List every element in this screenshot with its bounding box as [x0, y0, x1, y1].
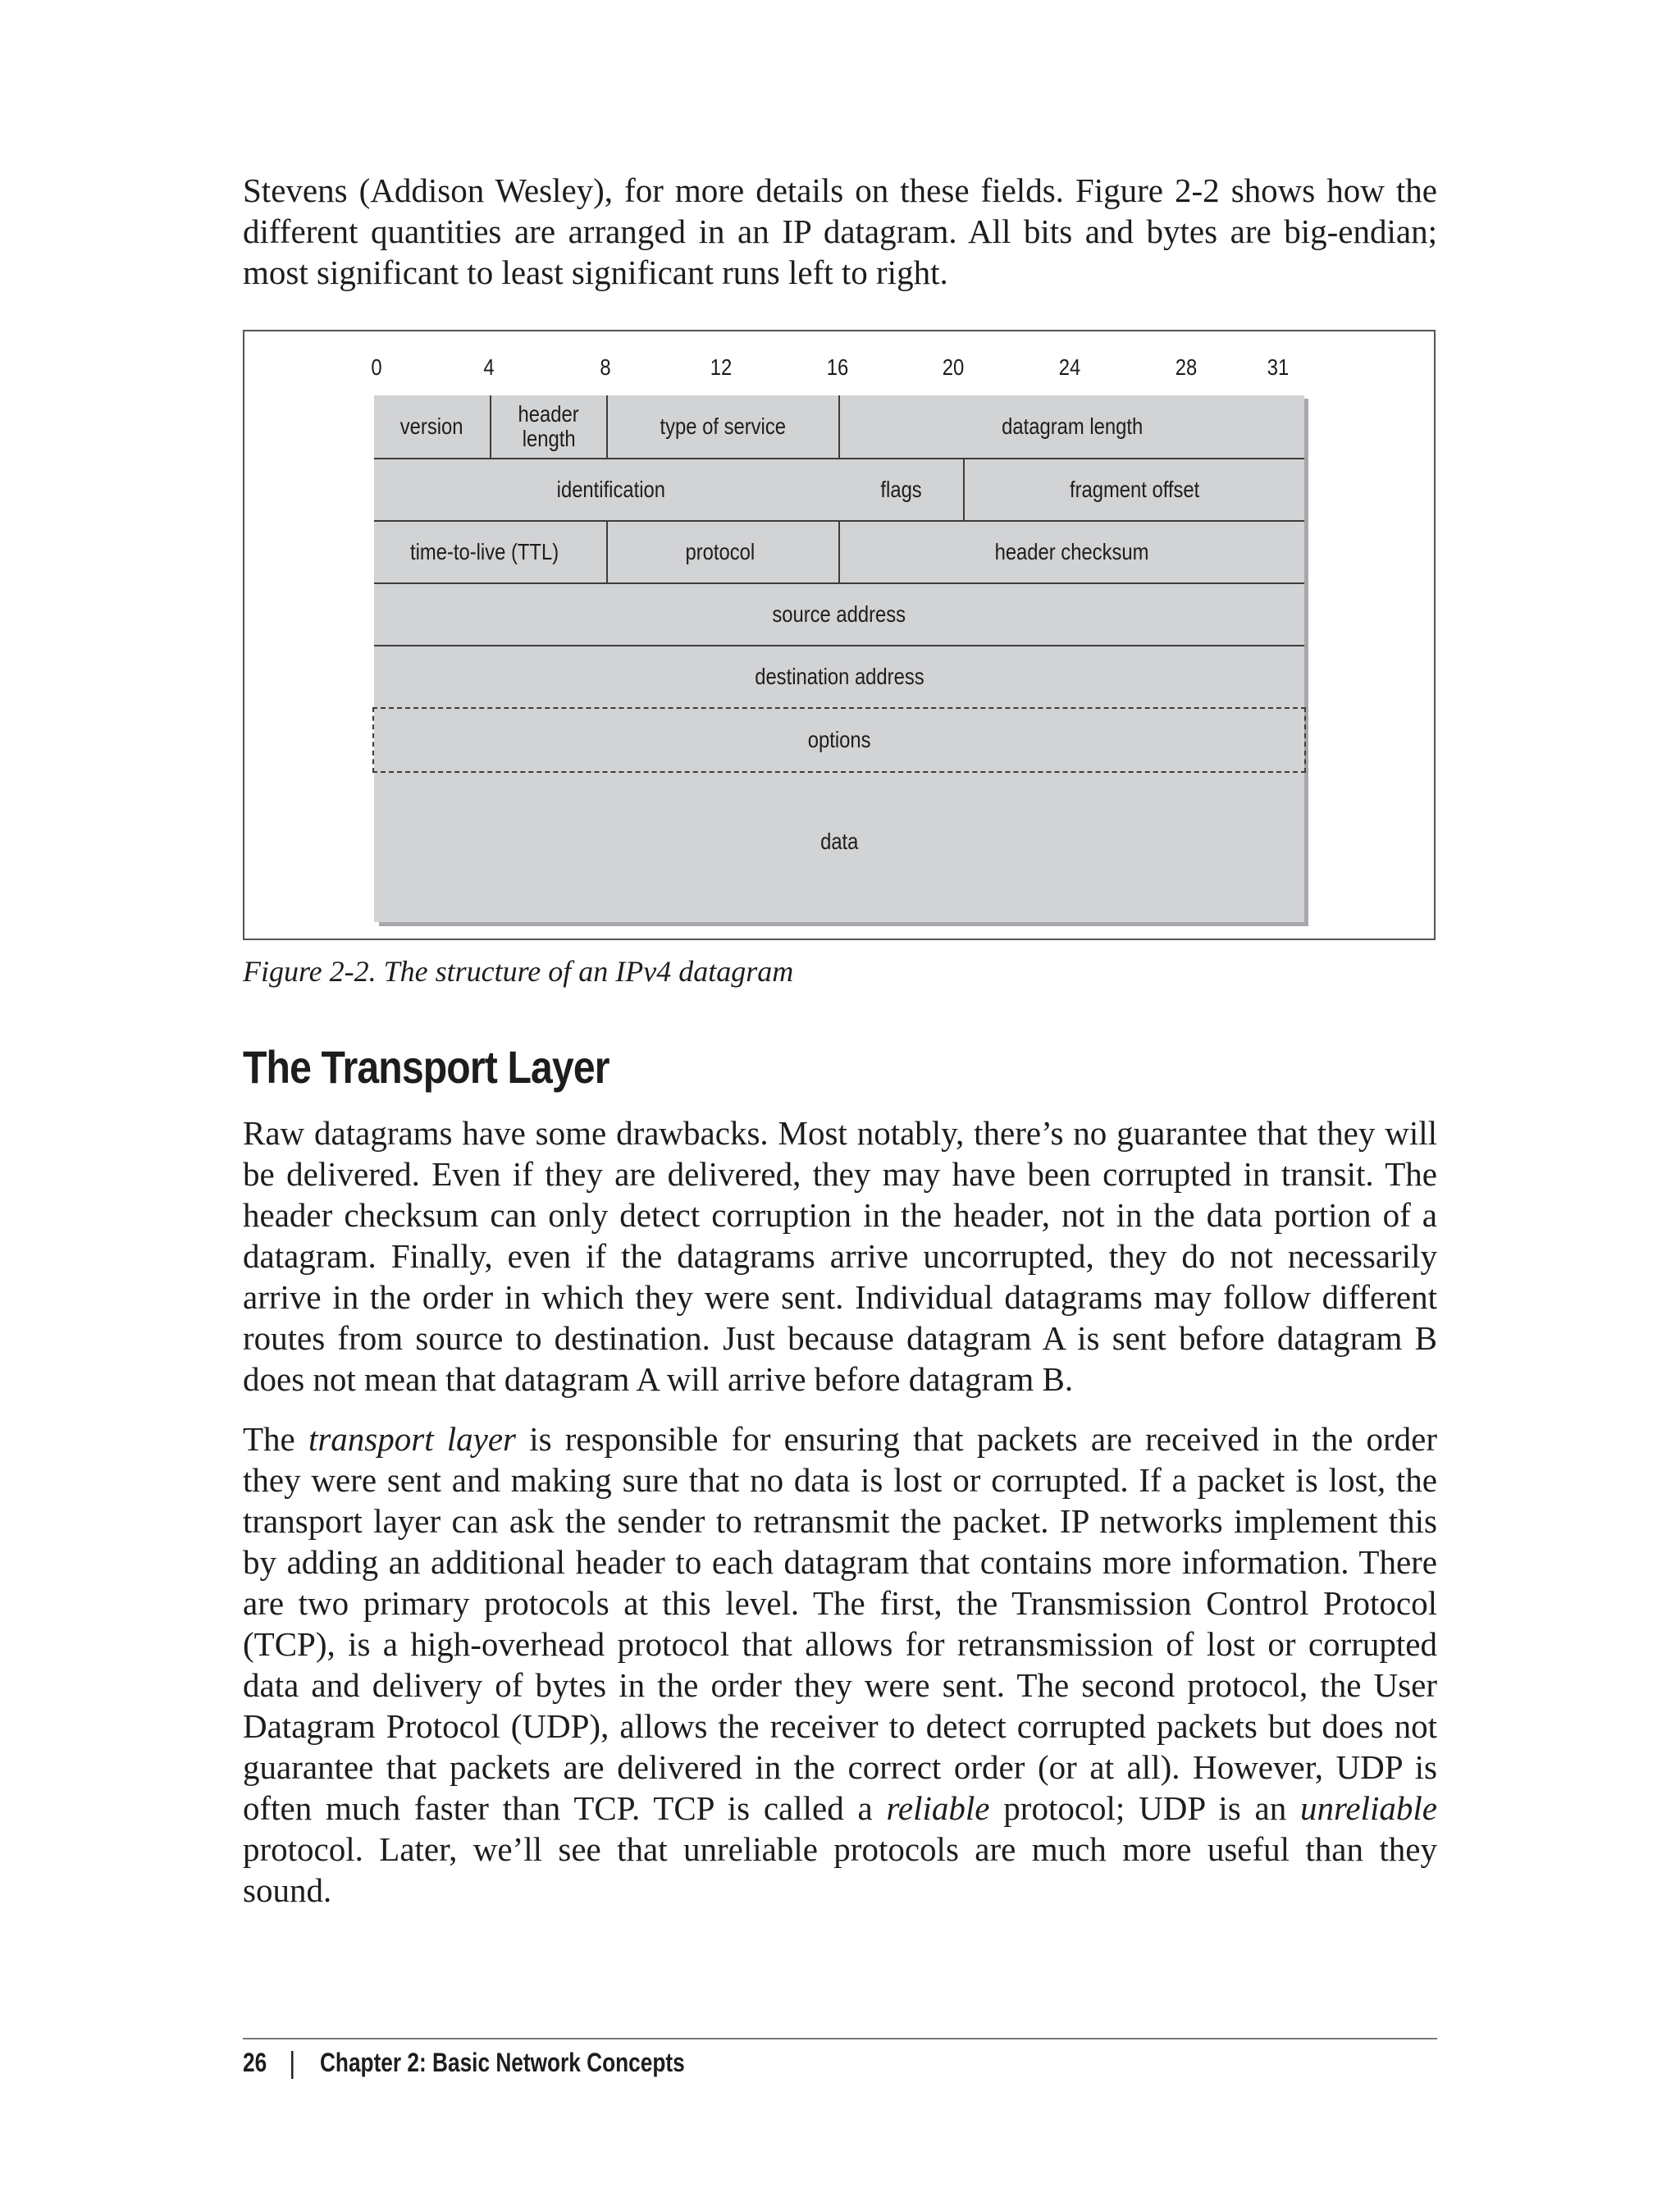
figure-caption: Figure 2-2. The structure of an IPv4 datagram — [243, 955, 794, 988]
paragraph-2 — [243, 1418, 1437, 1911]
bit-tick: 31 — [1267, 354, 1290, 380]
bit-tick: 24 — [1058, 354, 1081, 380]
field-header-length: header length — [518, 401, 580, 451]
bit-tick: 28 — [1175, 354, 1198, 380]
paragraph-2-text: protocol. Later, we’ll see that unreliable protocols are much more useful than they sound. — [243, 1830, 1437, 1909]
field-ttl: time-to-live (TTL) — [410, 539, 559, 564]
field-version: version — [400, 413, 463, 439]
term-transport-layer: transport layer — [308, 1420, 517, 1458]
field-destination-address: destination address — [754, 664, 924, 689]
grid-shadow-bottom — [379, 922, 1308, 926]
footer-separator — [291, 2051, 293, 2079]
bit-tick: 12 — [710, 354, 733, 380]
field-fragment-offset: fragment offset — [1069, 477, 1200, 502]
field-source-address: source address — [772, 601, 906, 627]
paragraph-1: Raw datagrams have some drawbacks. Most notably, there’s no guarantee that they will be delivered. Even if they are delivered, they may have been corrupted in transit. The header checksum can only detect corruption in the header, not in the data portion of a datagram. Finally, even if the datagrams arrive uncorrupted, they do not necessarily arrive in the order in which they were sent. Individual datagrams may follow different routes from source to destination. Just because datagram A is sent before datagram B does not mean that datagram A will arrive before datagram B. — [243, 1114, 1437, 1398]
page-number: 26 — [243, 2048, 267, 2077]
term-unreliable: unreliable — [1299, 1789, 1437, 1827]
page-footer — [243, 2048, 685, 2079]
bit-tick: 16 — [826, 354, 849, 380]
bit-tick: 0 — [371, 354, 382, 380]
field-header-checksum: header checksum — [995, 539, 1149, 564]
field-protocol: protocol — [685, 539, 755, 564]
paragraph-2-text: is responsible for ensuring that packets are received in the order they were sent and making sure that no data is lost or corrupted. If a packet is lost, the transport layer can ask the sender to retransmit the packet. IP networks implement this by adding an additional header to each datagram that contains more information. There are two primary protocols at this level. The first, the Transmission Control Protocol (TCP), is a high-overhead protocol that allows for retransmission of lost or corrupted data and delivery of bytes in the order they were sent. The second protocol, the User Datagram Protocol (UDP), allows the receiver to detect corrupted packets but does not guarantee that packets are delivered in the correct order (or at all). However, UDP is often much faster than TCP. TCP is called a — [243, 1420, 1437, 1827]
bit-tick: 20 — [942, 354, 965, 380]
field-type-of-service: type of service — [660, 413, 787, 439]
term-reliable: reliable — [886, 1789, 990, 1827]
paragraph-2-text: protocol; UDP is an — [989, 1789, 1300, 1827]
chapter-title: Chapter 2: Basic Network Concepts — [319, 2048, 685, 2077]
section-heading: The Transport Layer — [243, 1041, 609, 1093]
grid-shadow-right — [1304, 399, 1308, 925]
bit-tick: 8 — [600, 354, 611, 380]
field-identification: identification — [556, 477, 666, 502]
footer-rule — [243, 2038, 1437, 2039]
field-datagram-length: datagram length — [1001, 413, 1143, 439]
bit-tick: 4 — [483, 354, 495, 380]
field-options: options — [807, 727, 871, 752]
paragraph-2-text: The — [243, 1420, 308, 1458]
intro-paragraph: Stevens (Addison Wesley), for more details on these fields. Figure 2-2 shows how the different quantities are arranged in an IP datagram. All bits and bytes are big-endian; most significant to least significant runs left to right. — [243, 171, 1437, 291]
field-data: data — [819, 829, 859, 854]
field-flags: flags — [880, 477, 923, 502]
